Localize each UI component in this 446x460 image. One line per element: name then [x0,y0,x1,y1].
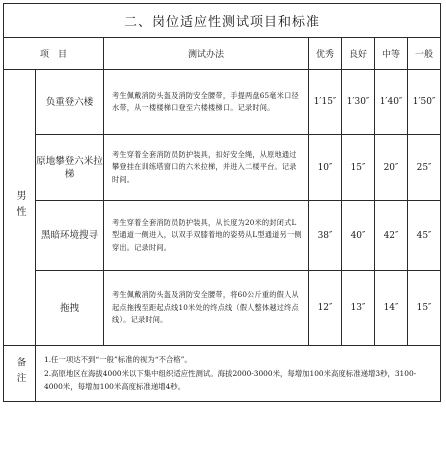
score-good: 1′30″ [342,70,375,135]
standards-table-container [3,3,443,454]
score-fair: 45″ [408,201,441,271]
notes-label-cell [4,346,36,402]
header-excellent: 优秀 [309,38,342,70]
method-text: 考生佩戴消防头盔及消防安全腰带，将60公斤重的假人从起点拖拽至距起点线10米处的终点线（假人整体越过终点线）。记录时间。 [104,271,309,346]
score-fair: 25″ [408,135,441,201]
score-good: 15″ [342,135,375,201]
header-fair: 一般 [408,38,441,70]
score-fair: 1′50″ [408,70,441,135]
gender-label: 男性 [14,190,25,222]
method-text: 考生穿着全套消防员防护装具，扣好安全绳，从原地通过攀登挂在训练塔窗口的六米拉梯，并进入二楼平台。记录时间。 [104,135,309,201]
header-good: 良好 [342,38,375,70]
item-name: 原地攀登六米拉梯 [36,135,104,201]
score-good: 13″ [342,271,375,346]
table-row [4,70,441,135]
score-excellent: 38″ [309,201,342,271]
score-fair: 15″ [408,271,441,346]
score-excellent: 1′15″ [309,70,342,135]
gender-cell [4,70,36,346]
method-text: 考生佩戴消防头盔及消防安全腰带，手提两盘65毫米口径水带，从一楼楼梯口登至六楼楼梯口。记录时间。 [104,70,309,135]
note-line-1: 1.任一项达不到“一般”标准的视为“不合格”。 [44,355,192,365]
item-name: 拖拽 [36,271,104,346]
score-medium: 20″ [375,135,408,201]
table-row [4,271,441,346]
standards-table [3,3,441,402]
notes-row [4,346,441,402]
header-method: 测试办法 [104,38,309,70]
score-medium: 14″ [375,271,408,346]
score-medium: 42″ [375,201,408,271]
method-text: 考生穿着全套消防员防护装具，从长度为20米的封闭式L型通道一侧进入，以双手双膝着地的姿势从L型通道另一侧穿出。记录时间。 [104,201,309,271]
table-row [4,201,441,271]
table-title: 二、岗位适应性测试项目和标准 [4,4,441,38]
score-medium: 1′40″ [375,70,408,135]
header-item: 项 目 [4,38,104,70]
score-good: 40″ [342,201,375,271]
score-excellent: 10″ [309,135,342,201]
header-medium: 中等 [375,38,408,70]
notes-label: 备注 [14,356,26,388]
header-row [4,38,441,70]
item-name: 黑暗环境搜寻 [36,201,104,271]
note-line-2: 2.高原地区在海拔4000米以下集中组织适应性测试。海拔2000-3000米，每增加100米高度标准递增3秒，3100-4000米，每增加100米高度标准递增4秒。 [44,368,417,392]
notes-cell [36,346,441,402]
table-row [4,135,441,201]
item-name: 负重登六楼 [36,70,104,135]
score-excellent: 12″ [309,271,342,346]
